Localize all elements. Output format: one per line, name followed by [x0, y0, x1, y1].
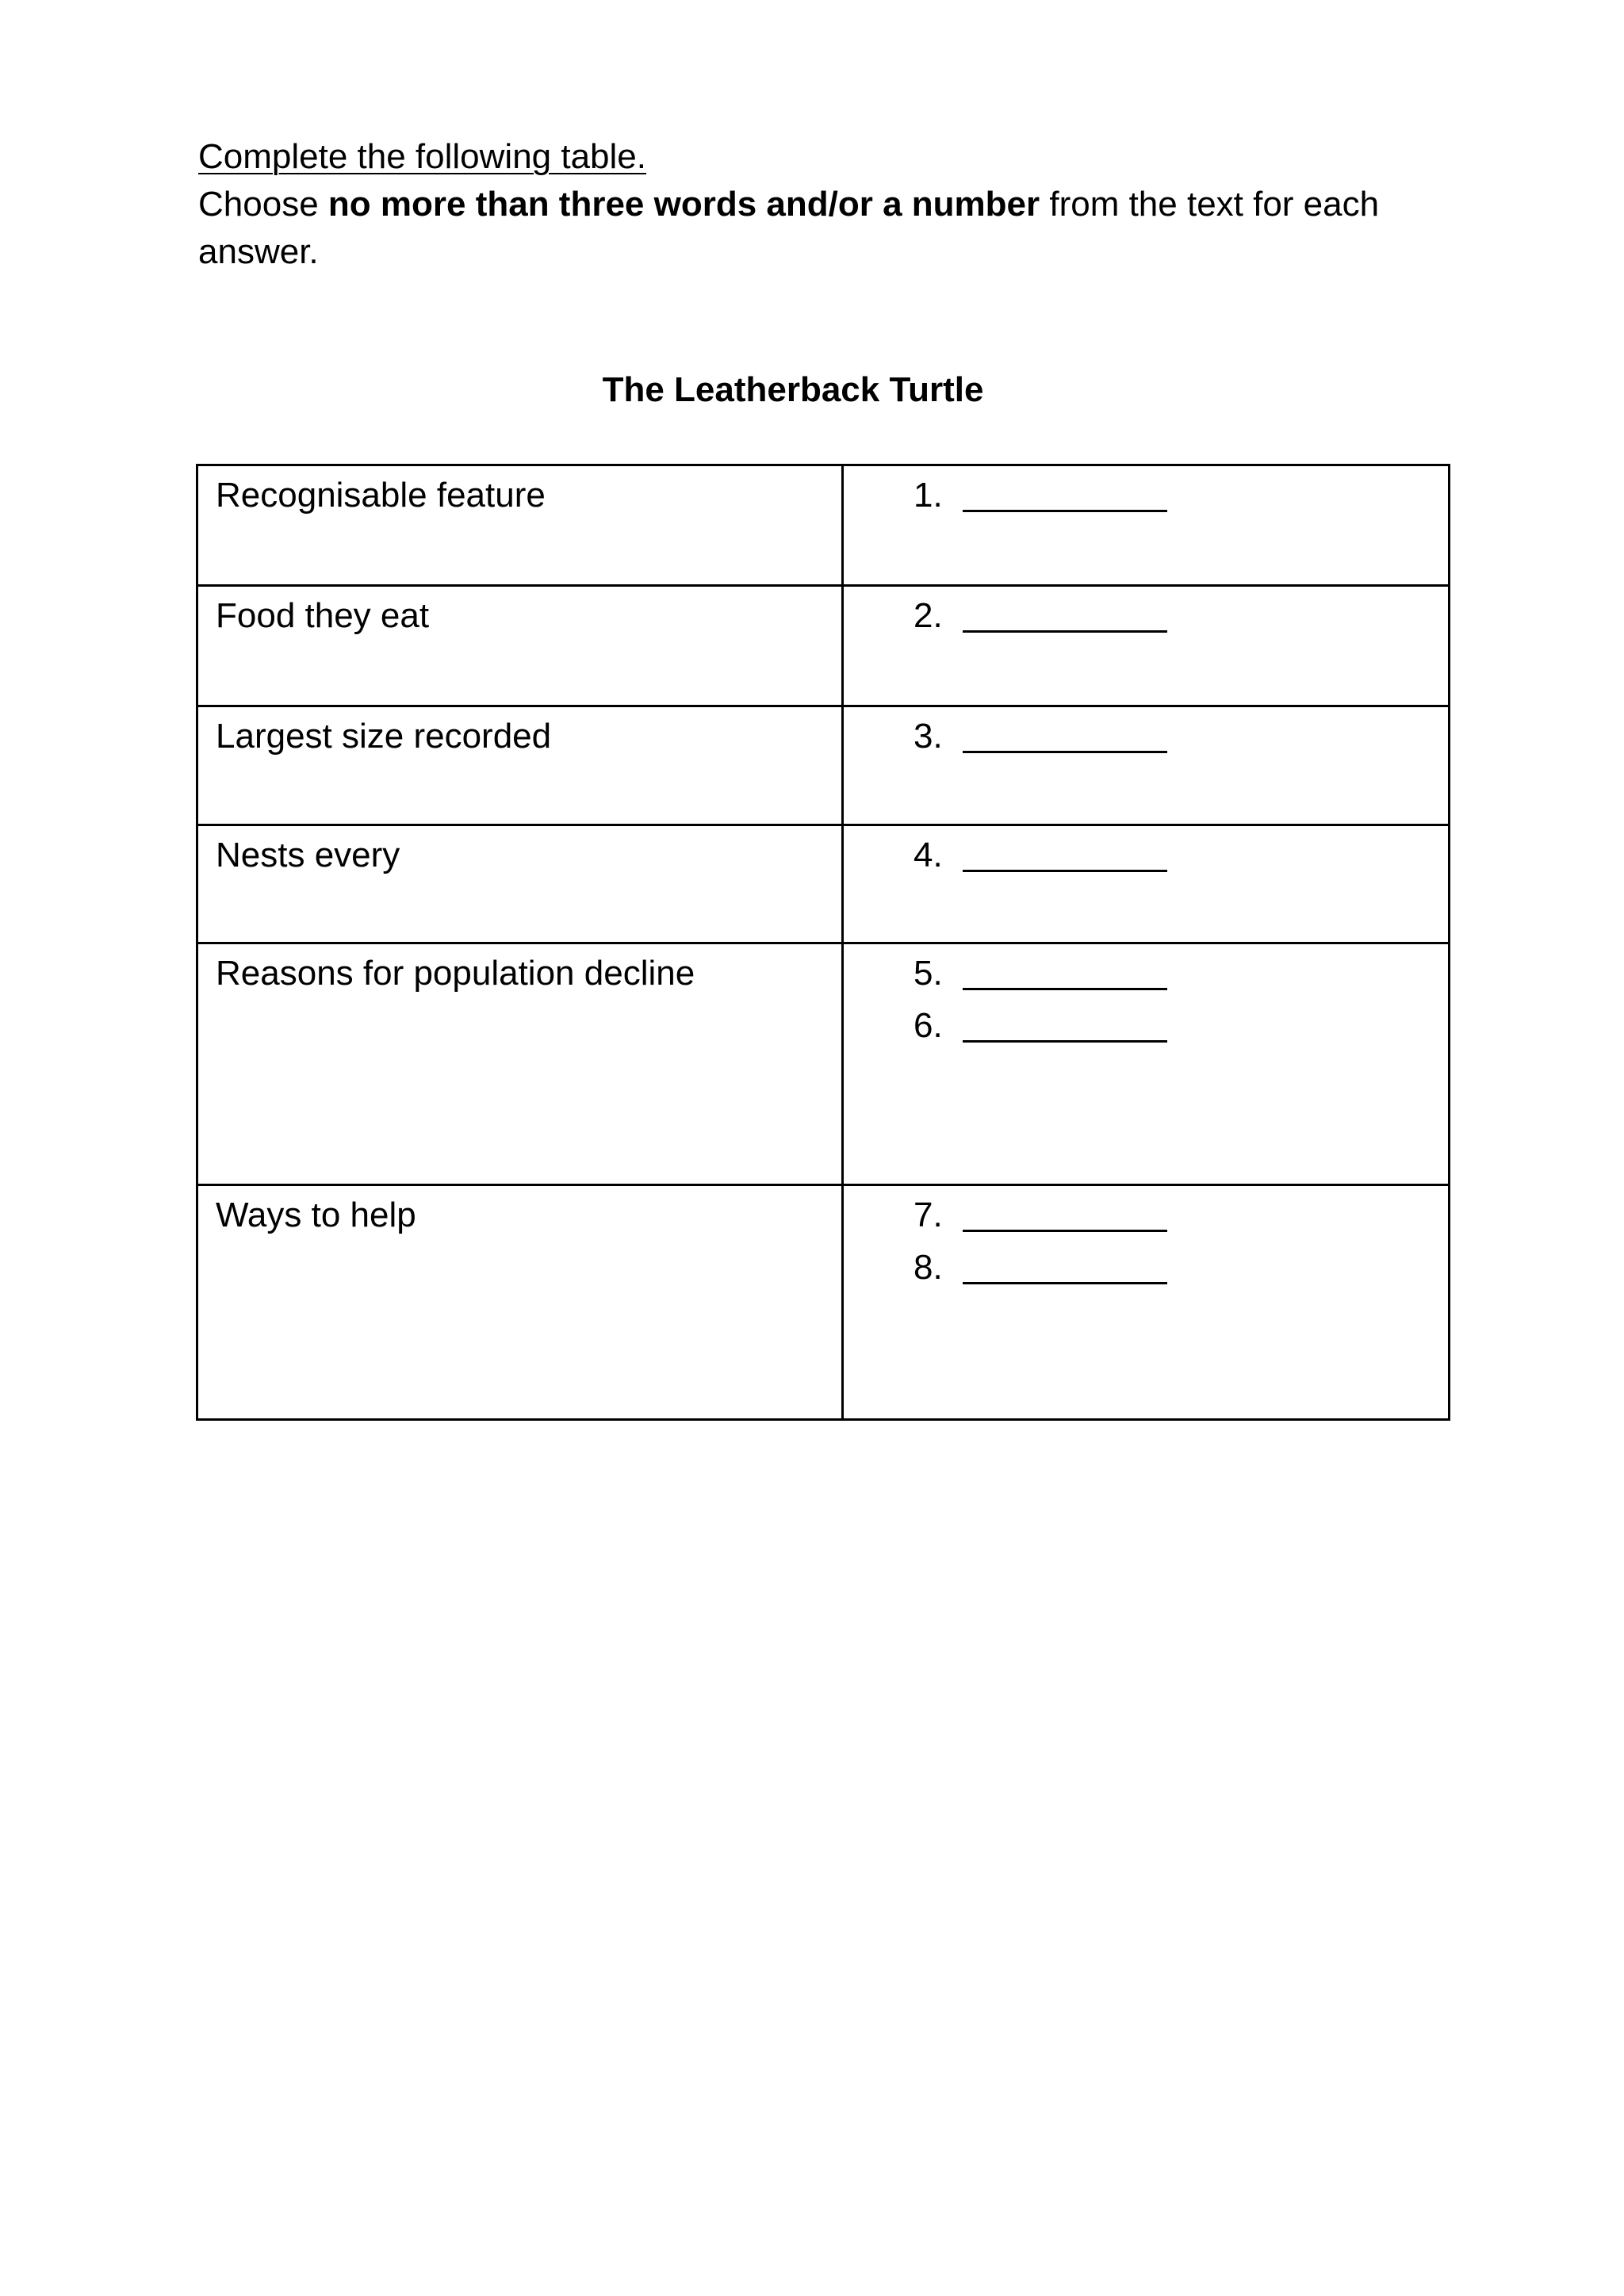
instruction-suffix: from the text for each answer.: [198, 185, 1380, 271]
answer-number: 3.: [914, 717, 943, 756]
answer-blank-7[interactable]: [844, 1189, 1448, 1242]
blank-line: [963, 750, 1167, 753]
answer-cell: [843, 1185, 1450, 1420]
blank-line: [963, 1281, 1167, 1284]
answer-number: 2.: [914, 596, 943, 635]
answer-blank-8[interactable]: [844, 1242, 1448, 1294]
table-row: [197, 465, 1450, 586]
answer-cell: [843, 943, 1450, 1185]
blank-line: [963, 987, 1167, 990]
answer-number: 6.: [914, 1006, 943, 1045]
answer-number: 7.: [914, 1196, 943, 1234]
row-label: Largest size recorded: [197, 706, 843, 825]
blank-line: [963, 629, 1167, 633]
instruction-line-2: [198, 181, 1435, 276]
answer-number: 8.: [914, 1248, 943, 1287]
row-label: Ways to help: [197, 1185, 843, 1420]
answer-cell: [843, 706, 1450, 825]
table-row: [197, 943, 1450, 1185]
table-heading: [0, 366, 1624, 414]
blank-line: [963, 1039, 1167, 1043]
blank-line: [963, 869, 1167, 872]
answer-cell: [843, 465, 1450, 586]
table-row: [197, 825, 1450, 943]
answer-cell: [843, 825, 1450, 943]
answer-number: 5.: [914, 954, 943, 993]
row-label: Recognisable feature: [197, 465, 843, 586]
answer-cell: [843, 586, 1450, 706]
row-label: Food they eat: [197, 586, 843, 706]
answer-blank-5[interactable]: [844, 947, 1448, 1000]
instruction-line-1: Complete the following table.: [198, 137, 646, 176]
table-row: [197, 1185, 1450, 1420]
row-label: Nests every: [197, 825, 843, 943]
blank-line: [963, 509, 1167, 512]
table-row: [197, 586, 1450, 706]
table-heading-text: The Leatherback Turtle: [602, 370, 984, 409]
answer-blank-3[interactable]: [844, 710, 1448, 763]
instruction-prefix: Choose: [198, 185, 328, 224]
table-row: [197, 706, 1450, 825]
answer-blank-2[interactable]: [844, 590, 1448, 642]
answer-blank-1[interactable]: [844, 469, 1448, 522]
answer-blank-6[interactable]: [844, 1000, 1448, 1052]
answer-table: [196, 464, 1450, 1421]
row-label: Reasons for population decline: [197, 943, 843, 1185]
answer-number: 4.: [914, 836, 943, 874]
instruction-bold-rule: no more than three words and/or a number: [327, 185, 1040, 224]
blank-line: [963, 1229, 1167, 1232]
instructions: [198, 133, 1435, 276]
answer-blank-4[interactable]: [844, 829, 1448, 882]
answer-number: 1.: [914, 476, 943, 515]
